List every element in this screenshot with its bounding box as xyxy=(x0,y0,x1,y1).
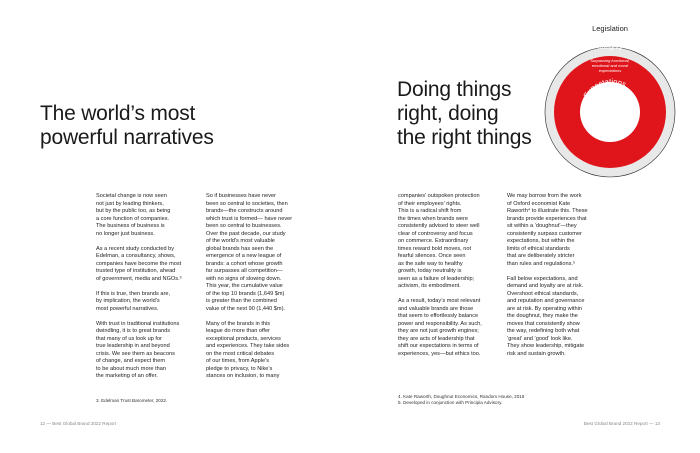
body-line: of the top 10 brands (1,649 $m) xyxy=(206,290,285,297)
body-paragraph xyxy=(96,246,204,284)
body-line: which trust is formed— have never xyxy=(206,215,293,222)
body-line: and experiences. They take sides xyxy=(206,343,290,349)
body-paragraph xyxy=(507,193,615,268)
body-line: This is a radical shift from xyxy=(398,208,462,214)
body-line: to be about much more than xyxy=(96,365,166,372)
body-line: league do more than offer xyxy=(206,328,270,334)
body-line: experiences, yes—but ethics too. xyxy=(398,350,481,357)
body-line: is greater than the combined xyxy=(206,298,277,304)
integrity-label: Integrity xyxy=(597,44,623,51)
body-line: the times when brands were xyxy=(398,215,468,222)
body-line: With trust in traditional institutions xyxy=(96,320,180,327)
body-line: power and responsibility. As such, xyxy=(398,320,482,327)
body-line: been so central to businesses. xyxy=(206,223,282,229)
body-line: limits of ethical standards xyxy=(507,245,570,252)
inner-text-line: emotional and moral xyxy=(591,63,629,68)
body-line: but by the public too, as being xyxy=(96,208,171,214)
body-line: on the most critical debates xyxy=(206,350,275,357)
body-line: most powerful narratives. xyxy=(96,305,159,312)
body-column-3 xyxy=(398,193,506,366)
headline-line: right, doing xyxy=(397,102,499,125)
right-headline xyxy=(397,78,532,150)
body-line: As a result, today’s most relevant xyxy=(398,298,481,304)
body-line: demand and loyalty are at risk. xyxy=(507,283,584,289)
body-line: companies have become the most xyxy=(96,260,182,267)
footnote-4: 4. Kate Raworth, Doughnut Economics, Random House, 2018 xyxy=(398,394,525,399)
body-line: Edelman, a consultancy, shows, xyxy=(96,253,176,259)
body-line: of change, and expect them xyxy=(96,358,166,364)
body-line: than rules and regulations.⁵ xyxy=(507,260,576,267)
body-line: of government, media and NGOs.³ xyxy=(96,275,182,282)
body-paragraph xyxy=(96,291,204,314)
body-line: seen as a failure of leadership; xyxy=(398,275,475,282)
body-line: a core function of companies. xyxy=(96,215,170,222)
body-line: they are not just growth engines; xyxy=(398,328,479,334)
body-line: exceptional products, services xyxy=(206,335,281,342)
body-line: clear of controversy and focus xyxy=(398,230,473,237)
body-line: and valuable brands are those xyxy=(398,305,474,312)
right-page-footer: Best Global Brand 2022 Report — 13 xyxy=(583,421,660,426)
body-line: Overshoot ethical standards, xyxy=(507,290,579,297)
body-line: they are acts of leadership that xyxy=(398,335,475,342)
body-line: activism, its embodiment. xyxy=(398,283,461,289)
body-line: that many of us look up for xyxy=(96,335,162,342)
body-paragraph xyxy=(398,298,506,358)
body-line: value of the next 90 (1,440 $m). xyxy=(206,305,285,312)
body-line: on commerce. Extraordinary xyxy=(398,238,469,244)
doughnut-diagram xyxy=(535,22,685,182)
body-line: crisis. We see them as beacons xyxy=(96,350,175,357)
body-line: This year, the cumulative value xyxy=(206,283,283,289)
body-column-4 xyxy=(507,193,615,366)
body-column-2 xyxy=(206,193,314,388)
body-line: They show leadership, mitigate xyxy=(507,343,585,349)
body-line: are at risk. By operating within xyxy=(507,305,582,312)
body-line: brands—the constructs around xyxy=(206,208,283,214)
body-column-1 xyxy=(96,193,204,388)
body-line: We may borrow from the work xyxy=(507,193,582,199)
body-paragraph xyxy=(398,193,506,291)
body-paragraph xyxy=(96,321,204,381)
body-line: Many of the brands in this xyxy=(206,320,271,327)
body-line: The business of business is xyxy=(96,223,165,229)
body-line: as the safe way to healthy xyxy=(398,260,463,267)
headline-line: powerful narratives xyxy=(40,126,214,149)
body-line: no longer just business. xyxy=(96,230,155,237)
body-line: Over the past decade, our study xyxy=(206,230,286,237)
body-line: times reward bold moves, not xyxy=(398,245,472,252)
body-line: and reputation and governance xyxy=(507,298,585,304)
body-line: fearful silences. Once seen xyxy=(398,253,466,259)
body-line: far surpasses all competition— xyxy=(206,268,283,274)
body-paragraph xyxy=(96,193,204,238)
body-line: emergence of a new league of xyxy=(206,253,282,259)
body-paragraph xyxy=(206,193,314,313)
body-line: of our times, from Apple’s xyxy=(206,358,270,364)
body-line: brands: a cohort whose growth xyxy=(206,260,283,267)
body-line: trusted type of institution, ahead xyxy=(96,268,176,274)
body-line: expectations, but within the xyxy=(507,238,575,244)
body-line: been so central to societies, then xyxy=(206,200,288,207)
legislation-label: Legislation xyxy=(592,24,628,33)
body-line: companies’ outspoken protection xyxy=(398,193,480,199)
left-headline xyxy=(40,102,214,150)
footnote-3: 3. Edelman Trust Barometer, 2022. xyxy=(96,398,168,403)
body-line: pledge to privacy, to Nike’s xyxy=(206,365,273,372)
body-line: with no signs of slowing down. xyxy=(206,275,282,282)
body-line: shift our expectations in terms of xyxy=(398,343,479,349)
expectations-label-path: Expectations xyxy=(581,76,628,100)
body-line: the doughnut, they make the xyxy=(507,313,578,319)
body-line: Societal change is now seen xyxy=(96,193,167,199)
body-paragraph xyxy=(507,276,615,359)
left-page-footer: 12 — Best Global Brand 2022 Report xyxy=(40,421,117,426)
body-line: the way, redefining both what xyxy=(507,328,580,334)
body-line: the marketing of an offer. xyxy=(96,373,158,379)
body-line: risk and sustain growth. xyxy=(507,350,566,357)
body-line: that seem to effortlessly balance xyxy=(398,313,479,319)
body-line: stances on inclusion, to many xyxy=(206,373,280,379)
body-line: So if businesses have never xyxy=(206,193,276,199)
headline-line: the right things xyxy=(397,126,532,149)
body-line: As a recent study conducted by xyxy=(96,245,175,252)
body-paragraph xyxy=(206,321,314,381)
inner-text-line: Surpassing functional, xyxy=(590,58,630,63)
body-line: by implication, the world’s xyxy=(96,298,160,304)
body-line: moves that consistently show xyxy=(507,320,580,327)
body-line: of the world’s most valuable xyxy=(206,238,275,244)
footnote-5: 5. Developed in conjunction with Principia Advisory. xyxy=(398,400,503,405)
body-line: If this is true, then brands are, xyxy=(96,290,170,297)
body-line: sit within a ‘doughnut’—they xyxy=(507,223,577,229)
body-line: true leadership in and beyond xyxy=(96,343,170,349)
body-line: consistently advised to steer well xyxy=(398,223,480,229)
headline-line: The world’s most xyxy=(40,102,196,125)
body-line: global brands has seen the xyxy=(206,245,274,252)
body-line: brands provide experiences that xyxy=(507,215,587,222)
body-line: growth, today neutrality is xyxy=(398,268,462,274)
body-line: that are deliberately stricter xyxy=(507,253,575,259)
body-line: dwindling, it is to great brands xyxy=(96,328,171,334)
body-line: Raworth⁴ to illustrate this. These xyxy=(507,208,588,214)
body-line: Fall below expectations, and xyxy=(507,275,578,282)
body-line: of their employees’ rights. xyxy=(398,200,462,207)
inner-text-line: expectations xyxy=(598,68,622,73)
body-line: consistently surpass customer xyxy=(507,230,582,237)
headline-line: Doing things xyxy=(397,78,512,101)
body-line: not just by leading thinkers, xyxy=(96,200,164,207)
body-line: of Oxford economist Kate xyxy=(507,200,571,207)
body-line: ‘great’ and ‘good’ look like. xyxy=(507,335,573,342)
